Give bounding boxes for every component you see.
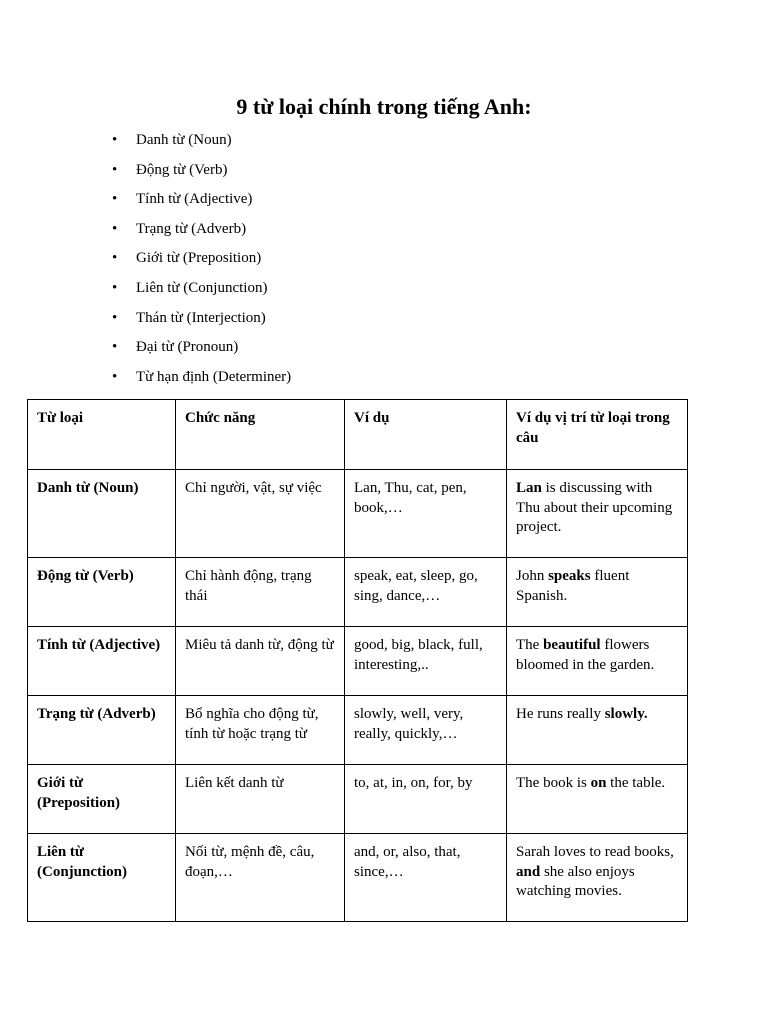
bullet-icon: • — [112, 279, 118, 296]
cell-function: Liên kết danh từ — [176, 765, 345, 834]
cell-term: Động từ (Verb) — [28, 558, 176, 627]
bullet-icon: • — [112, 309, 118, 326]
cell-sentence — [507, 834, 688, 922]
cell-function: Chỉ người, vật, sự việc — [176, 470, 345, 558]
list-item: • Tính từ (Adjective) — [110, 185, 291, 215]
sentence-part: Sarah loves to read books, — [516, 844, 674, 860]
sentence-part: Lan — [516, 480, 542, 496]
table-row — [28, 627, 688, 696]
list-item: • Liên từ (Conjunction) — [110, 274, 291, 304]
list-item: • Từ hạn định (Determiner) — [110, 363, 291, 393]
list-item: • Động từ (Verb) — [110, 156, 291, 186]
table-row — [28, 696, 688, 765]
cell-examples: to, at, in, on, for, by — [345, 765, 507, 834]
sentence-part: the table. — [606, 775, 666, 791]
table-header-row — [28, 400, 688, 470]
cell-sentence — [507, 627, 688, 696]
bullet-icon: • — [112, 220, 118, 237]
cell-function: Bổ nghĩa cho động từ, tính từ hoặc trạng từ — [176, 696, 345, 765]
bullet-icon: • — [112, 191, 118, 208]
parts-of-speech-table — [27, 399, 688, 922]
table-row — [28, 834, 688, 922]
sentence-part: John — [516, 568, 549, 584]
cell-term: Tính từ (Adjective) — [28, 627, 176, 696]
page-title: 9 từ loại chính trong tiếng Anh: — [236, 94, 532, 119]
list-item: • Đại từ (Pronoun) — [110, 333, 291, 363]
bullet-icon: • — [112, 250, 118, 267]
cell-function: Chỉ hành động, trạng thái — [176, 558, 345, 627]
header-term: Từ loại — [28, 400, 176, 470]
bullet-icon: • — [112, 132, 118, 148]
cell-term: Danh từ (Noun) — [28, 470, 176, 558]
list-item: • Trạng từ (Adverb) — [110, 215, 291, 245]
sentence-part: beautiful — [543, 637, 601, 653]
cell-examples: Lan, Thu, cat, pen, book,… — [345, 470, 507, 558]
cell-term: Giới từ (Preposition) — [28, 765, 176, 834]
header-sentence: Ví dụ vị trí từ loại trong câu — [507, 400, 688, 470]
list-item: • Danh từ (Noun) — [110, 126, 291, 156]
header-function: Chức năng — [176, 400, 345, 470]
sentence-part: and — [516, 863, 541, 880]
bullet-icon: • — [112, 161, 118, 178]
cell-examples: good, big, black, full, interesting,.. — [345, 627, 507, 696]
table-row — [28, 765, 688, 834]
sentence-part: The book is — [516, 775, 591, 791]
cell-term: Trạng từ (Adverb) — [28, 696, 176, 765]
cell-function: Nối từ, mệnh đề, câu, đoạn,… — [176, 834, 345, 922]
cell-examples: speak, eat, sleep, go, sing, dance,… — [345, 558, 507, 627]
cell-sentence — [507, 765, 688, 834]
sentence-part: on — [590, 775, 607, 791]
sentence-part: fluent Spanish. — [516, 568, 630, 604]
sentence-part: The — [516, 637, 544, 653]
header-examples: Ví dụ — [345, 400, 507, 470]
cell-sentence — [507, 558, 688, 627]
cell-sentence — [507, 470, 688, 558]
bullet-icon: • — [112, 368, 118, 385]
cell-examples: slowly, well, very, really, quickly,… — [345, 696, 507, 765]
sentence-part: she also enjoys watching movies. — [516, 863, 635, 899]
parts-of-speech-list — [110, 126, 291, 392]
list-item: • Giới từ (Preposition) — [110, 244, 291, 274]
sentence-part: flowers bloomed in the garden. — [516, 637, 655, 673]
table-row — [28, 470, 688, 558]
sentence-part: He runs really — [516, 706, 605, 722]
table-row — [28, 558, 688, 627]
cell-function: Miêu tả danh từ, động từ — [176, 627, 345, 696]
cell-term: Liên từ (Conjunction) — [28, 834, 176, 922]
sentence-part: speaks — [548, 568, 591, 584]
list-item: • Thán từ (Interjection) — [110, 304, 291, 334]
sentence-part: slowly. — [604, 706, 648, 722]
sentence-part: is discussing with Thu about their upcoming project. — [516, 480, 673, 535]
bullet-icon: • — [112, 339, 118, 356]
cell-sentence — [507, 696, 688, 765]
cell-examples: and, or, also, that, since,… — [345, 834, 507, 922]
